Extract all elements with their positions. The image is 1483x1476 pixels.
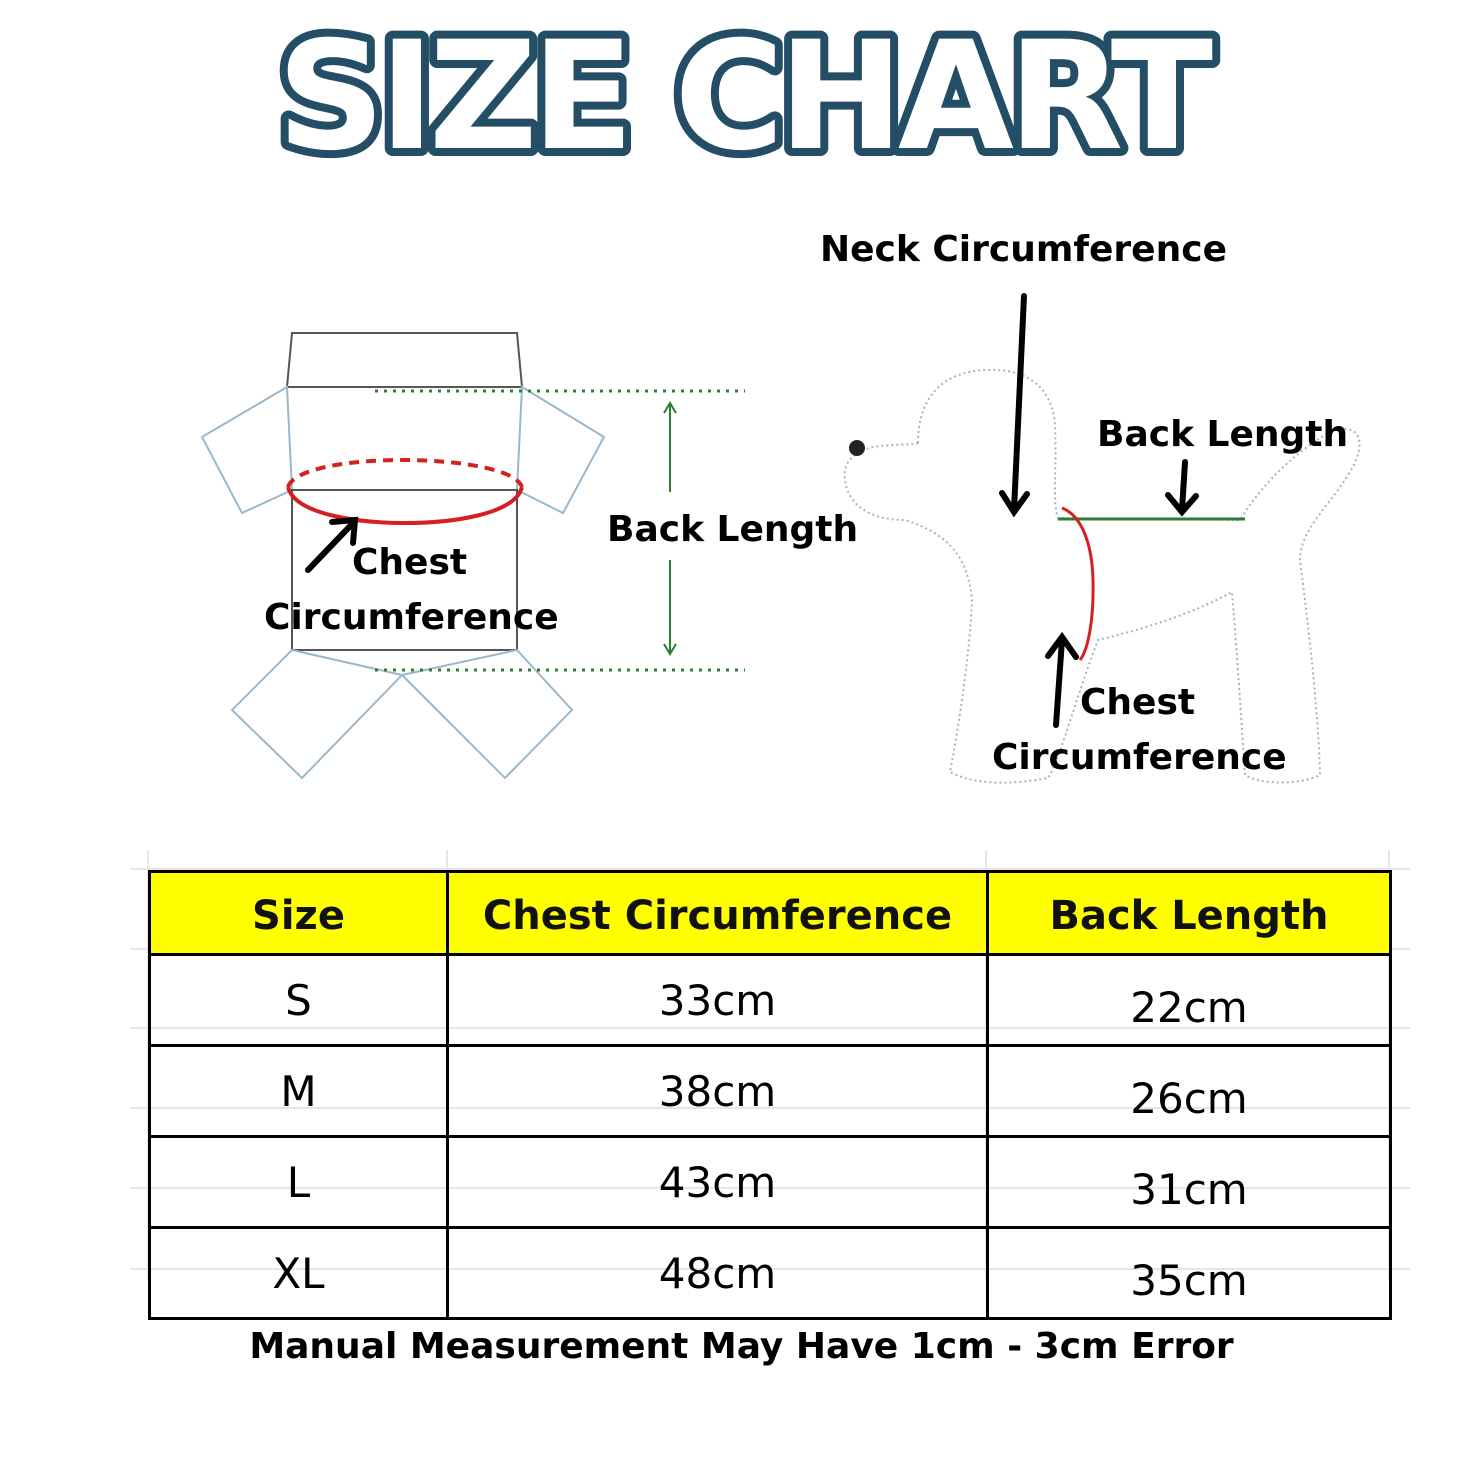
dog-neck-label: Neck Circumference <box>820 229 1227 270</box>
cell-back-length: 35cm <box>988 1228 1391 1319</box>
garment-back-length-label: Back Length <box>607 509 859 550</box>
cell-chest: 48cm <box>448 1228 988 1319</box>
garment-chest-label-line1: Chest <box>352 542 468 583</box>
cell-size: L <box>150 1137 448 1228</box>
dog-chest-label-line2: Circumference <box>992 737 1287 778</box>
dog-chest-line <box>1062 508 1093 660</box>
dog-chest-arrow-icon <box>1048 637 1076 725</box>
dog-neck-arrow-icon <box>1002 296 1027 512</box>
size-table <box>148 870 1392 1320</box>
garment-chest-label-line2: Circumference <box>264 597 559 638</box>
dog-chest-label-line1: Chest <box>1080 682 1196 723</box>
table-row <box>150 1228 1391 1319</box>
page-title-text: SIZE CHART <box>276 10 1208 184</box>
garment-left-sleeve <box>202 387 292 513</box>
cell-size: XL <box>150 1228 448 1319</box>
header-size: Size <box>150 872 448 955</box>
cell-back-length: 22cm <box>988 955 1391 1046</box>
cell-size: S <box>150 955 448 1046</box>
cell-size: M <box>150 1046 448 1137</box>
dog-nose-icon <box>849 440 865 456</box>
garment-chest-line-dashed <box>288 460 522 487</box>
cell-back-length: 31cm <box>988 1137 1391 1228</box>
cell-chest: 43cm <box>448 1137 988 1228</box>
dog-back-length-arrow-icon <box>1168 462 1196 512</box>
measurement-error-note: Manual Measurement May Have 1cm - 3cm Error <box>249 1326 1234 1367</box>
cell-back-length: 26cm <box>988 1046 1391 1137</box>
table-header-row <box>150 872 1391 955</box>
garment-chest-arrow-icon <box>308 520 355 570</box>
header-back-length: Back Length <box>988 872 1391 955</box>
table-row <box>150 1137 1391 1228</box>
cell-chest: 33cm <box>448 955 988 1046</box>
table-row <box>150 955 1391 1046</box>
cell-chest: 38cm <box>448 1046 988 1137</box>
garment-right-sleeve <box>517 387 604 513</box>
table-row <box>150 1046 1391 1137</box>
header-chest: Chest Circumference <box>448 872 988 955</box>
garment-chest-line <box>288 487 522 523</box>
dog-back-length-label: Back Length <box>1097 414 1349 455</box>
garment-collar <box>287 333 522 387</box>
